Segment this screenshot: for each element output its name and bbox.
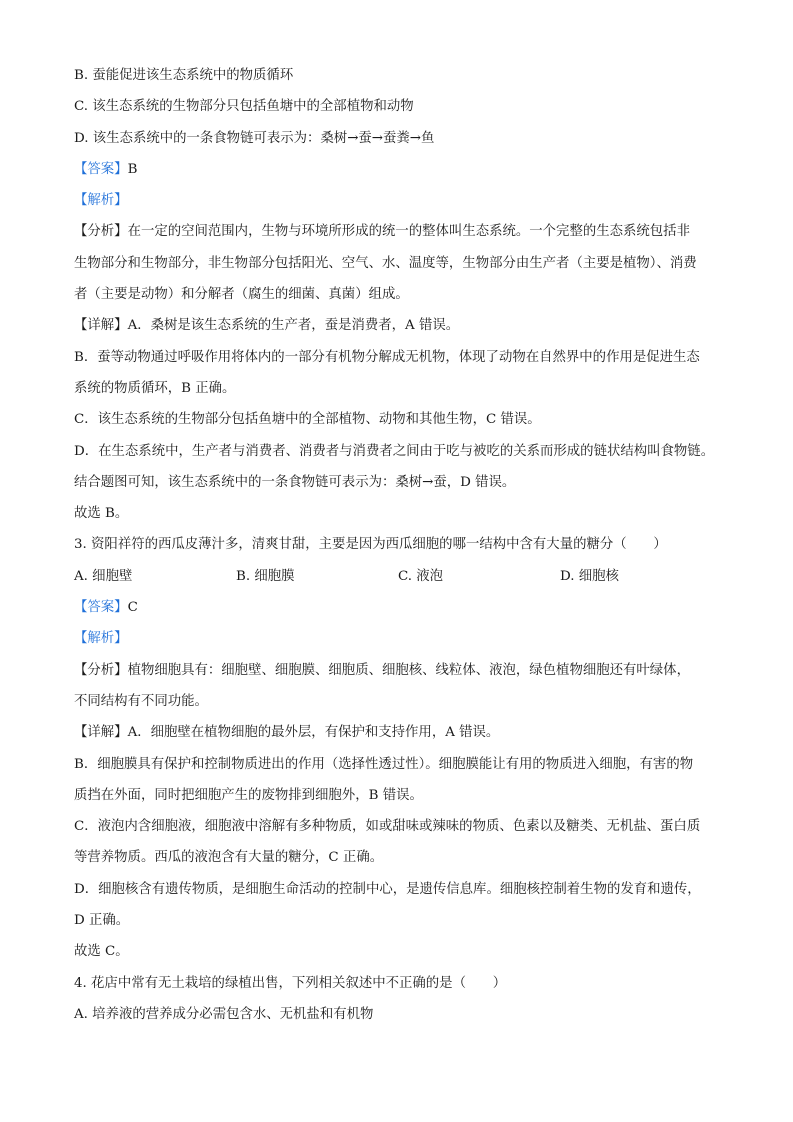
q2-answer	[74, 154, 724, 185]
analysis-tag: 【解析】	[74, 631, 128, 647]
xiangjie-text: A．桑树是该生态系统的生产者，蚕是消费者，A 错误。	[127, 318, 460, 334]
q3-answer	[74, 592, 724, 623]
q3-conclusion: 故选 C。	[74, 944, 129, 960]
xiangjie-tag: 【详解】	[74, 318, 128, 334]
q3-fenxi-line-2: 不同结构有不同功能。	[74, 693, 208, 709]
xiangjie-text: A．细胞壁在植物细胞的最外层，有保护和支持作用，A 错误。	[127, 725, 500, 741]
q2-xiangjie-line-2: B．蚕等动物通过呼吸作用将体内的一部分有机物分解成无机物，体现了动物在自然界中的作用是促进生态	[74, 349, 700, 365]
q4-option-a: A. 培养液的营养成分必需包含水、无机盐和有机物	[74, 1006, 374, 1022]
q2-fenxi-line-2: 生物部分和生物部分，非生物部分包括阳光、空气、水、温度等，生物部分由生产者（主要是植物）、消费	[74, 255, 697, 271]
q3-option-d: D. 细胞核	[560, 568, 619, 584]
q2-xiangjie-line-6: 结合题图可知，该生态系统中的一条食物链可表示为：桑树→蚕，D 错误。	[74, 474, 516, 490]
q2-option-d: D. 该生态系统中的一条食物链可表示为：桑树→蚕→蚕粪→鱼	[74, 130, 435, 146]
q3-xiangjie-line-2: B．细胞膜具有保护和控制物质进出的作用（选择性透过性）。细胞膜能让有用的物质进入细胞，有害的物	[74, 756, 694, 772]
document-page	[74, 60, 724, 1030]
answer-tag: 【答案】	[74, 161, 128, 177]
q3-xiangjie-line-1	[74, 717, 724, 748]
fenxi-tag: 【分析】	[74, 224, 128, 240]
q2-xiangjie-line-1	[74, 310, 724, 341]
q3-option-c: C. 液泡	[398, 568, 444, 584]
q3-stem: 3. 资阳祥符的西瓜皮薄汁多，清爽甘甜，主要是因为西瓜细胞的哪一结构中含有大量的糖分（ ）	[74, 537, 667, 553]
q2-fenxi-line-3: 者（主要是动物）和分解者（腐生的细菌、真菌）组成。	[74, 287, 409, 303]
q3-analysis-heading	[74, 623, 724, 654]
q2-option-b: B. 蚕能促进该生态系统中的物质循环	[74, 68, 294, 83]
q3-options	[74, 561, 724, 592]
fenxi-text: 植物细胞具有：细胞壁、细胞膜、细胞质、细胞核、线粒体、液泡，绿色植物细胞还有叶绿体，	[127, 662, 690, 678]
answer-tag: 【答案】	[74, 600, 128, 616]
q3-xiangjie-line-4: C．液泡内含细胞液，细胞液中溶解有多种物质，如或甜味或辣味的物质、色素以及糖类、无机盐、蛋白质	[74, 819, 701, 835]
q3-xiangjie-line-5: 等营养物质。西瓜的液泡含有大量的糖分，C 正确。	[74, 850, 384, 866]
q2-xiangjie-line-5: D．在生态系统中，生产者与消费者、消费者与消费者之间由于吃与被吃的关系而形成的链状结构叫食物链。	[74, 443, 715, 459]
xiangjie-tag: 【详解】	[74, 725, 128, 741]
fenxi-text: 在一定的空间范围内，生物与环境所形成的统一的整体叫生态系统。一个完整的生态系统包括非	[127, 224, 690, 240]
q3-xiangjie-line-7: D 正确。	[74, 913, 130, 929]
answer-value: B	[127, 161, 138, 177]
q2-xiangjie-line-3: 系统的物质循环，B 正确。	[74, 380, 236, 396]
q3-xiangjie-line-3: 质挡在外面，同时把细胞产生的废物排到细胞外，B 错误。	[74, 787, 423, 803]
q2-fenxi-line-1	[74, 216, 724, 247]
analysis-tag: 【解析】	[74, 193, 128, 209]
q3-option-a: A. 细胞壁	[74, 568, 133, 584]
q2-analysis-heading	[74, 185, 724, 216]
fenxi-tag: 【分析】	[74, 662, 128, 678]
q3-option-b: B. 细胞膜	[236, 568, 295, 584]
q4-stem: 4. 花店中常有无土栽培的绿植出售，下列相关叙述中不正确的是（ ）	[74, 975, 507, 991]
answer-value: C	[127, 600, 138, 616]
q2-option-c: C. 该生态系统的生物部分只包括鱼塘中的全部植物和动物	[74, 99, 414, 115]
q3-fenxi-line-1	[74, 655, 724, 686]
q3-xiangjie-line-6: D．细胞核含有遗传物质，是细胞生命活动的控制中心，是遗传信息库。细胞核控制着生物的发育和遗传，	[74, 881, 701, 897]
q2-conclusion: 故选 B。	[74, 506, 129, 522]
q2-xiangjie-line-4: C．该生态系统的生物部分包括鱼塘中的全部植物、动物和其他生物，C 错误。	[74, 412, 541, 428]
